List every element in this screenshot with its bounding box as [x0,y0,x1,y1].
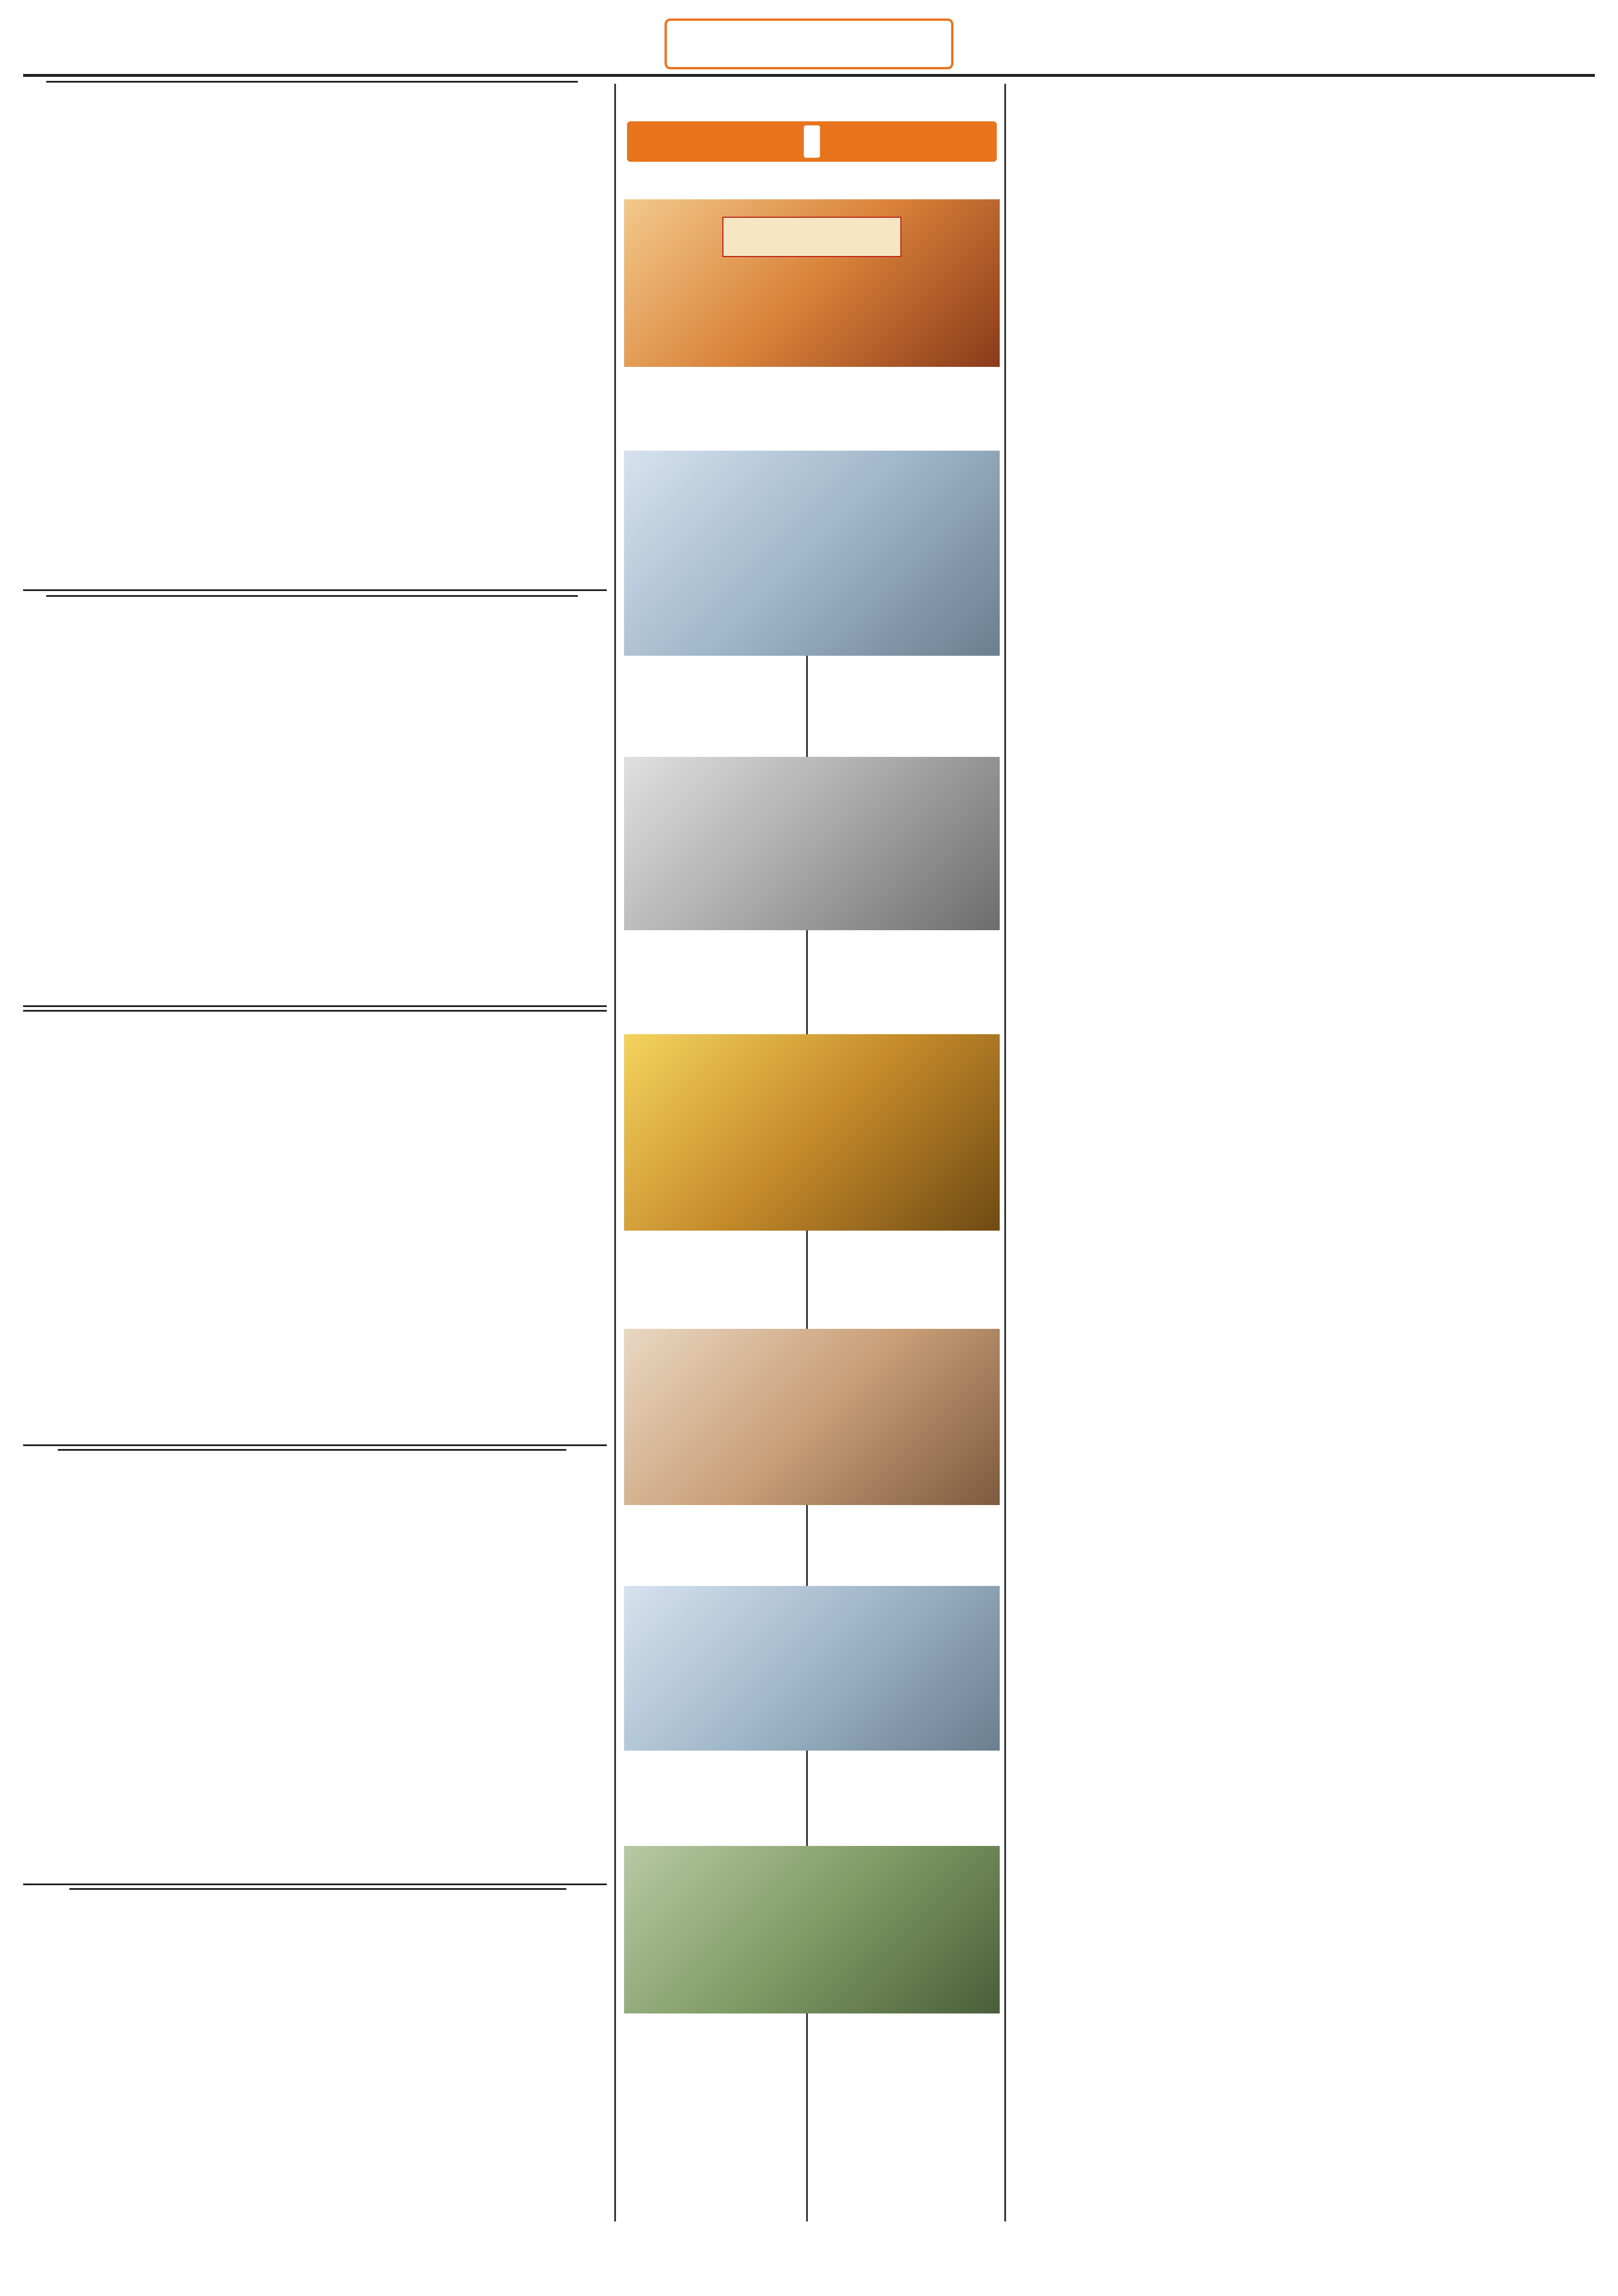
edition-title [665,18,953,69]
photo5-image [624,1329,1000,1505]
col-divider-3 [1004,84,1006,2221]
divider [23,1005,607,1007]
story4-kicker [58,1449,566,1451]
story4-intro [23,1597,607,1673]
story3-headline [23,1049,607,1158]
photo1-banner [722,217,901,257]
story5-headline [23,1927,607,2031]
photo4-image [624,1034,1000,1231]
photo1-heading [624,168,1000,196]
photo4-heading [624,1002,1000,1031]
photo5-heading [624,1297,1000,1326]
photo7-heading [624,1814,1000,1843]
story3-intro [23,1161,607,1236]
photo6-heading [624,1554,1000,1583]
story5-body [23,2161,607,2219]
photo1-caption [624,371,1000,414]
divider [23,1444,607,1446]
photo5-caption [624,1508,1000,1548]
story2-body [23,881,607,1000]
photo6-caption [624,1753,1000,1811]
col-divider-1 [614,84,616,2221]
story3-subhead [23,1239,607,1309]
story1-intro [23,267,607,325]
story2-headline [23,633,607,742]
story3-kicker [23,1010,607,1012]
photo3-image [624,757,1000,930]
photo3-heading [624,725,1000,754]
story1-kicker [46,81,578,83]
story2-subhead [23,806,607,875]
photo3-caption [624,933,1000,997]
photo-news-title-b [804,125,820,158]
story2-kicker [46,595,578,597]
story1-body [23,416,607,584]
story5-subhead [23,2094,607,2158]
photo7-image [624,1846,1000,2013]
photo6-image [624,1586,1000,1751]
divider [23,1883,607,1885]
divider [23,589,607,591]
photo2-caption [624,659,1000,719]
story4-headline [23,1488,607,1595]
photo2-image [624,451,1000,656]
photo4-caption [624,1234,1000,1291]
story1-headline [23,121,607,260]
photo2-heading [624,419,1000,448]
story1-subhead [23,329,607,410]
story3-body [23,1314,607,1439]
story4-body [23,1751,607,1878]
masthead-rule [23,74,1595,77]
story5-intro [23,2034,607,2091]
photo-news-header [627,121,997,162]
story5-kicker [69,1888,566,1890]
story2-intro [23,745,607,803]
story4-subhead [23,1675,607,1745]
photo1-image [624,199,1000,367]
